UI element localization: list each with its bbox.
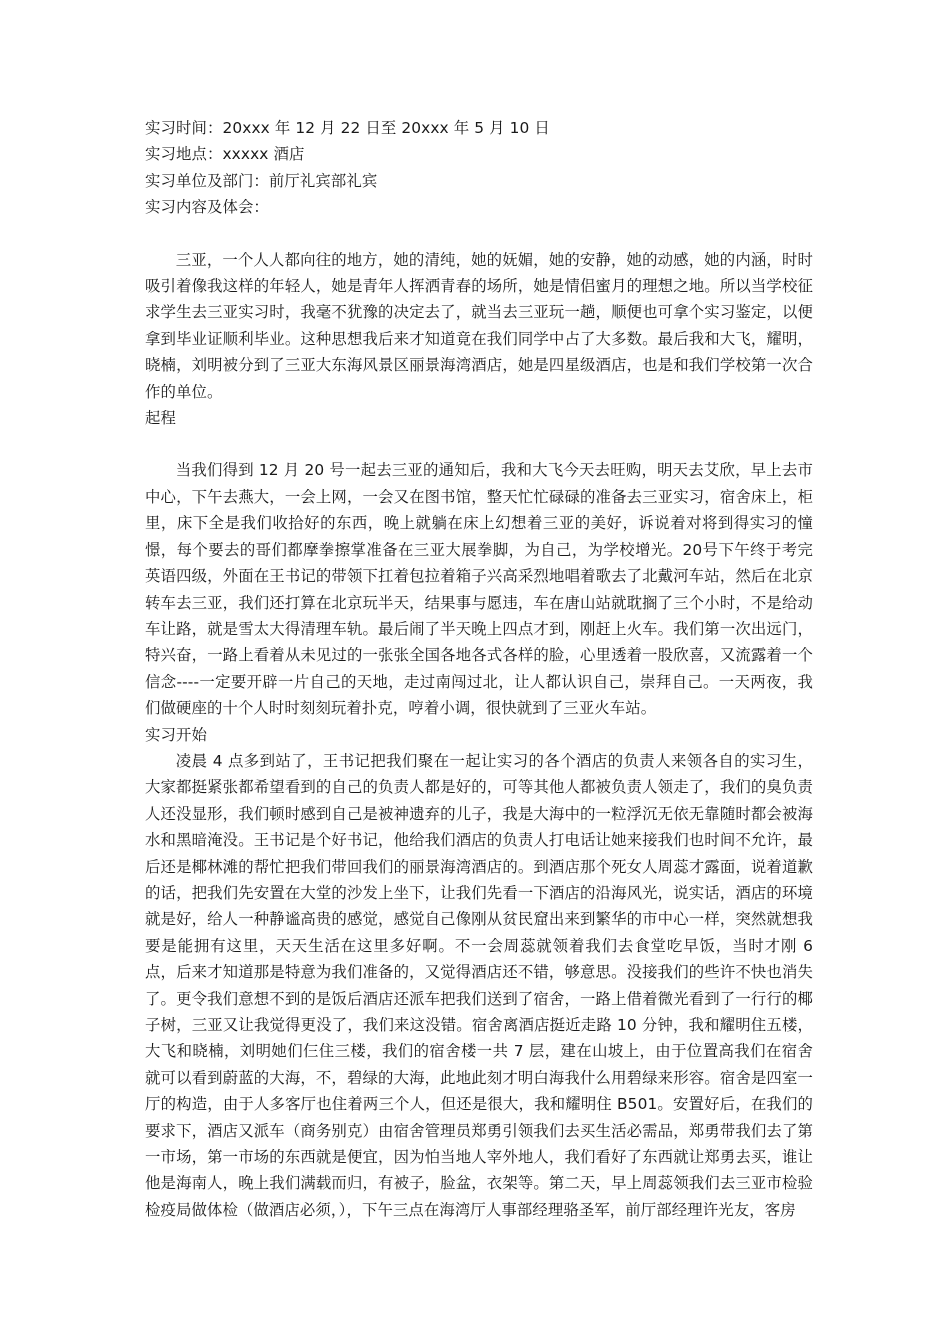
internship-time: 实习时间：20xxx 年 12 月 22 日至 20xxx 年 5 月 10 日 — [145, 119, 550, 137]
section-heading-departure: 起程 — [145, 409, 176, 428]
departure-paragraph: 当我们得到 12 月 20 号一起去三亚的通知后，我和大飞今天去旺购，明天去艾欣，早上去市中心，下午去燕大，一会上网，一会又在图书馆，整天忙忙碌碌的准备去三亚实习，宿舍床上，柜里，床下全是我们收拾好的东西，晚上就躺在床上幻想着三亚的美好，诉说着对将到得实习的憧憬，每个要去的哥们都摩拳擦掌准备在三亚大展拳脚，为自己，为学校增光。20号下午终于考完英语四级，外面在王书记的带领下扛着包拉着箱子兴高采烈地唱着歌去了北戴河车站，然后在北京转车去三亚，我们还打算在北京玩半天，结果事与愿违，车在唐山站就耽搁了三个小时，不是给动车让路，就是雪太大得清理车轨。最后闹了半天晚上四点才到，刚赶上火车。我们第一次出远门，特兴奋，一路上看着从未见过的一张张全国各地各式各样的脸，心里透着一股欣喜，又流露着一个信念----一定要开辟一片自己的天地，走过南闯过北，让人都认识自己，崇拜自己。一天两夜，我们做硬座的十个人时时刻刻玩着扑克，哼着小调，很快就到了三亚火车站。 — [145, 461, 813, 718]
content-label: 实习内容及体会： — [145, 198, 269, 217]
spacer — [145, 221, 813, 247]
document-page — [145, 115, 813, 1223]
internship-start-paragraph: 凌晨 4 点多到站了，王书记把我们聚在一起让实习的各个酒店的负责人来领各自的实习生，大家都挺紧张都希望看到的自己的负责人都是好的，可等其他人都被负责人领走了，我们的臭负责人还没显形，我们顿时感到自己是被神遗弃的儿子，我是大海中的一粒浮沉无依无靠随时都会被海水和黑暗淹没。王书记是个好书记，他给我们酒店的负责人打电话让她来接我们也时间不允许，最后还是椰林滩的帮忙把我们带回我们的丽景海湾酒店的。到酒店那个死女人周蕊才露面，说着道歉的话，把我们先安置在大堂的沙发上坐下，让我们先看一下酒店的沿海风光，说实话，酒店的环境就是好，给人一种静谧高贵的感觉，感觉自己像刚从贫民窟出来到繁华的市中心一样，突然就想我要是能拥有这里，天天生活在这里多好啊。不一会周蕊就领着我们去食堂吃早饭，当时才刚 6 点，后来才知道那是特意为我们准备的，又觉得酒店还不错，够意思。没接我们的些许不快也消失了。更令我们意想不到的是饭后酒店还派车把我们送到了宿舍，一路上借着微光看到了一行行的椰子树，三亚又让我觉得更没了，我们来这没错。宿舍离酒店挺近走路 10 分钟，我和耀明住五楼，大飞和晓楠，刘明她们仨住三楼，我们的宿舍楼一共 7 层，建在山坡上，由于位置高我们在宿舍就可以看到蔚蓝的大海，不，碧绿的大海，此地此刻才明白海我什么用碧绿来形容。宿舍是四室一厅的构造，由于人多客厅也住着两三个人，但还是很大，我和耀明住 B501。安置好后，在我们的要求下，酒店又派车（商务别克）由宿舍管理员郑勇引领我们去买生活必需品，郑勇带我们去了第一市场，第一市场的东西就是便宜，因为怕当地人宰外地人，我们看好了东西就让郑勇去买，谁让他是海南人，晚上我们满载而归，有被子，脸盆，衣架等。第二天，早上周蕊领我们去三亚市检验检疫局做体检（做酒店必须，），下午三点在海湾厅人事部经理骆圣军，前厅部经理许光友，客房 — [145, 751, 813, 1219]
internship-location: 实习地点：xxxxx 酒店 — [145, 145, 305, 164]
intro-paragraph: 三亚，一个人人都向往的地方，她的清纯，她的妩媚，她的安静，她的动感，她的内涵，时时吸引着像我这样的年轻人，她是青年人挥洒青春的场所，她是情侣蜜月的理想之地。所以当学校征求学生去三亚实习时，我毫不犹豫的决定去了，就当去三亚玩一趟，顺便也可拿个实习鉴定，以便拿到毕业证顺利毕业。这种思想我后来才知道竟在我们同学中占了大多数。最后我和大飞，耀明，晓楠，刘明被分到了三亚大东海风景区丽景海湾酒店，她是四星级酒店，也是和我们学校第一次合作的单位。 — [145, 250, 813, 401]
section-heading-internship-start: 实习开始 — [145, 725, 207, 744]
internship-department: 实习单位及部门：前厅礼宾部礼宾 — [145, 171, 378, 190]
spacer — [145, 431, 813, 457]
